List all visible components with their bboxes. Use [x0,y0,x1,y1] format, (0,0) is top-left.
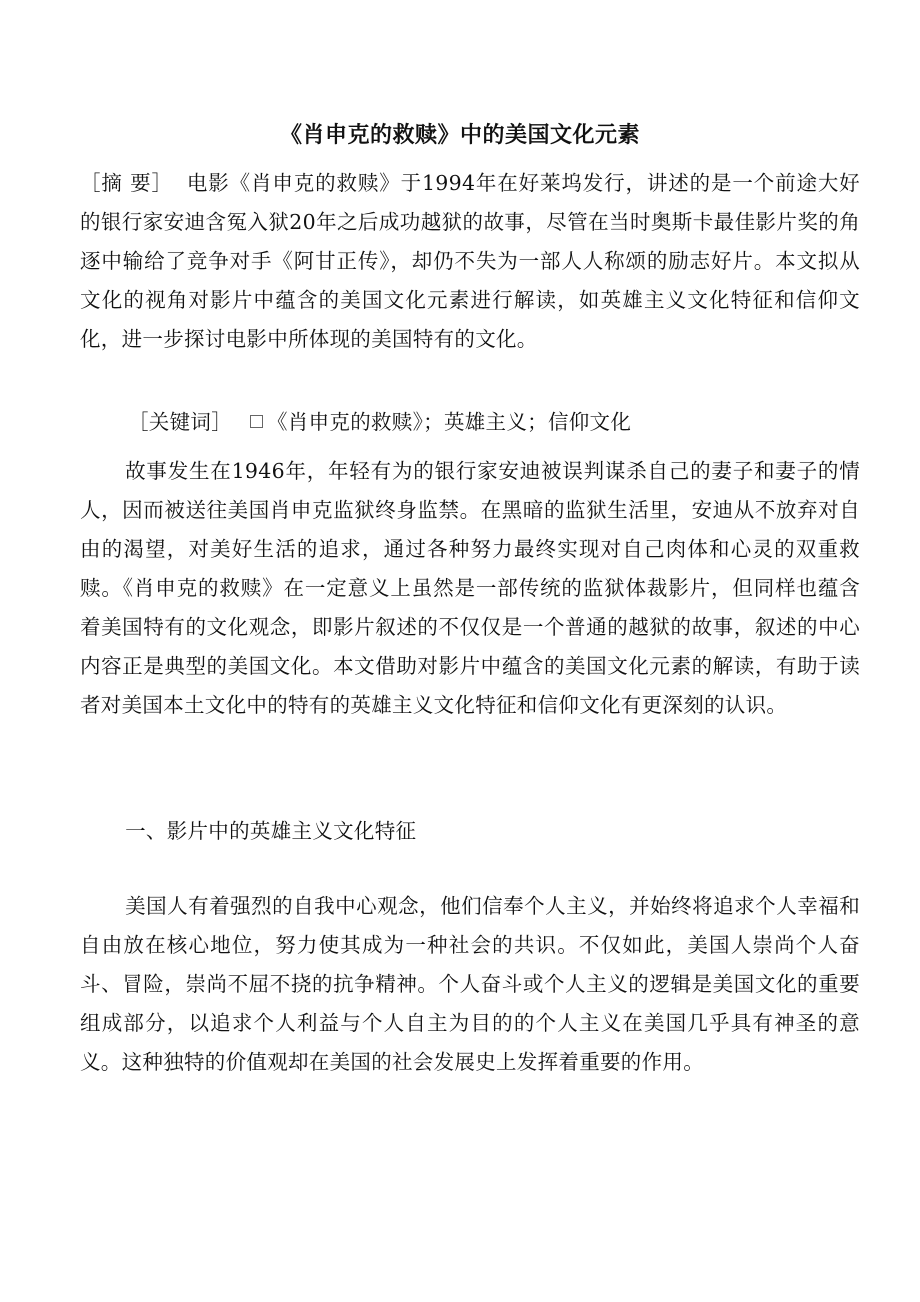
document-title: 《肖申克的救赎》中的美国文化元素 [279,123,640,148]
body-paragraph: 美国人有着强烈的自我中心观念，他们信奉个人主义，并始终将追求个人幸福和自由放在核心地位，努力使其成为一种社会的共识。不仅如此，美国人崇尚个人奋斗、冒险，崇尚不屈不挠的抗争精神。个人奋斗或个人主义的逻辑是美国文化的重要组成部分，以追求个人利益与个人自主为目的的个人主义在美国几乎具有神圣的意义。这种独特的价值观却在美国的社会发展史上发挥着重要的作用。 [80,894,860,1074]
section-heading: 一、影片中的英雄主义文化特征 [125,819,417,843]
abstract-paragraph [80,164,860,359]
abstract-label: ［摘 要］ [80,171,173,195]
placeholder-box-icon [250,415,263,428]
keywords-label: ［关键词］ [128,410,232,434]
abstract-text: 电影《肖申克的救赎》于1994年在好莱坞发行，讲述的是一个前途大好的银行家安迪含冤入狱20年之后成功越狱的故事，尽管在当时奥斯卡最佳影片奖的角逐中输给了竞争对手《阿甘正传》，却仍不失为一部人人称颂的励志好片。本文拟从文化的视角对影片中蕴含的美国文化元素进行解读，如英雄主义文化特征和信仰文化，进一步探讨电影中所体现的美国特有的文化。 [80,171,860,351]
body-paragraph: 故事发生在1946年，年轻有为的银行家安迪被误判谋杀自己的妻子和妻子的情人，因而被送往美国肖申克监狱终身监禁。在黑暗的监狱生活里，安迪从不放弃对自由的渴望，对美好生活的追求，通过各种努力最终实现对自己肉体和心灵的双重救赎。《肖申克的救赎》在一定意义上虽然是一部传统的监狱体裁影片，但同样也蕴含着美国特有的文化观念，即影片叙述的不仅仅是一个普通的越狱的故事，叙述的中心内容正是典型的美国文化。本文借助对影片中蕴含的美国文化元素的解读，有助于读者对美国本土文化中的特有的英雄主义文化特征和信仰文化有更深刻的认识。 [80,459,860,717]
keywords-line [128,403,860,442]
keywords-text: 《肖申克的救赎》；英雄主义；信仰文化 [267,410,632,434]
